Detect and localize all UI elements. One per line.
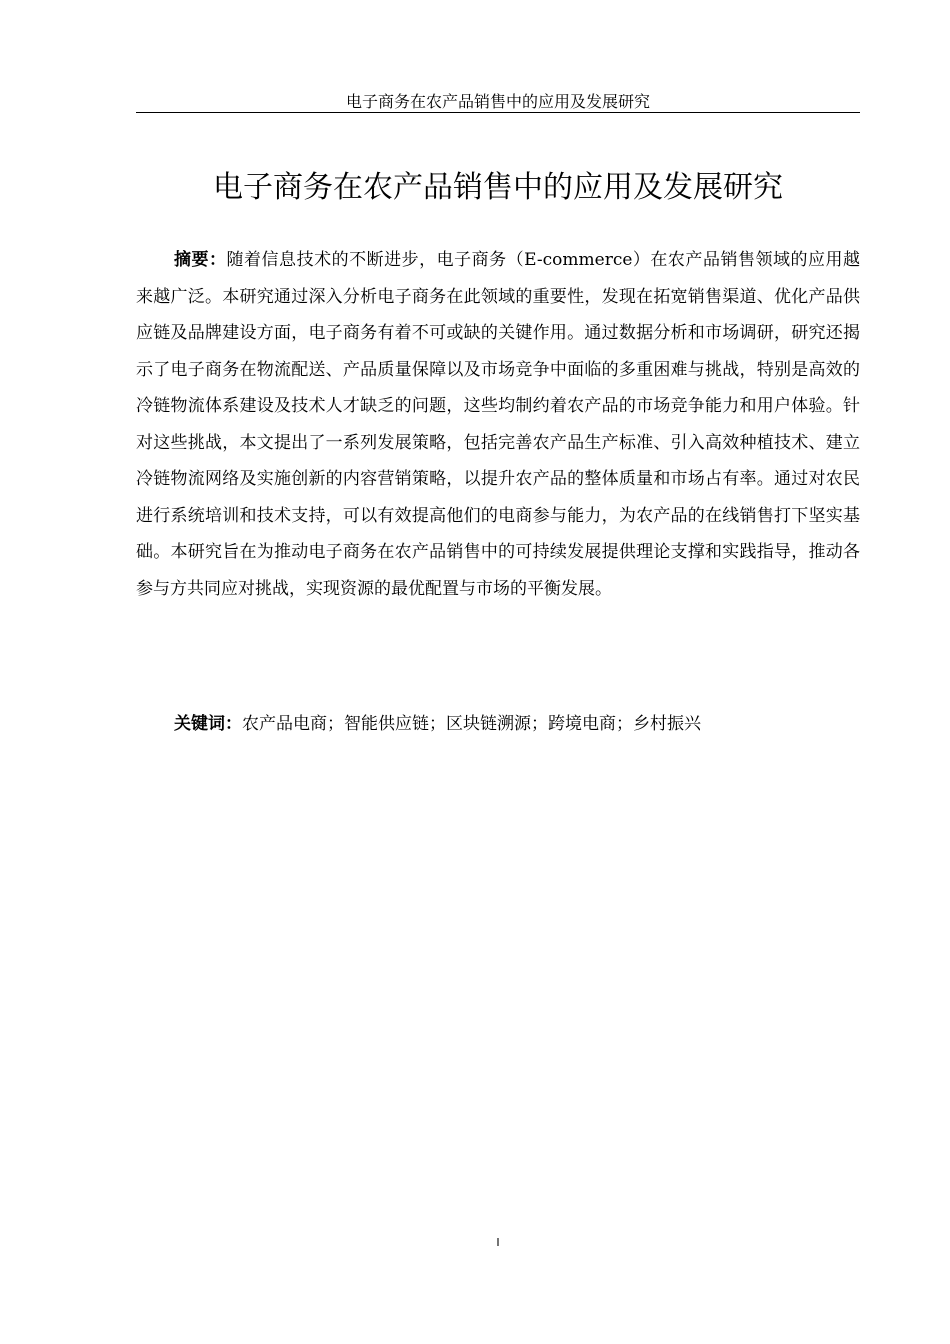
page-number: I [496, 1236, 500, 1249]
abstract-label: 摘要： [174, 250, 227, 270]
keywords-paragraph [136, 706, 860, 742]
abstract-paragraph [136, 242, 860, 607]
keywords-text: 农产品电商；智能供应链；区块链溯源；跨境电商；乡村振兴 [242, 714, 701, 734]
header-divider [136, 112, 860, 113]
keywords-label: 关键词： [174, 714, 242, 734]
document-title: 电子商务在农产品销售中的应用及发展研究 [213, 170, 783, 205]
abstract-text: 随着信息技术的不断进步，电子商务（E-commerce）在农产品销售领域的应用越来越广泛。本研究通过深入分析电子商务在此领域的重要性，发现在拓宽销售渠道、优化产品供应链及品牌建设方面，电子商务有着不可或缺的关键作用。通过数据分析和市场调研，研究还揭示了电子商务在物流配送、产品质量保障以及市场竞争中面临的多重困难与挑战，特别是高效的冷链物流体系建设及技术人才缺乏的问题，这些均制约着农产品的市场竞争能力和用户体验。针对这些挑战，本文提出了一系列发展策略，包括完善农产品生产标准、引入高效种植技术、建立冷链物流网络及实施创新的内容营销策略，以提升农产品的整体质量和市场占有率。通过对农民进行系统培训和技术支持，可以有效提高他们的电商参与能力，为农产品的在线销售打下坚实基础。本研究旨在为推动电子商务在农产品销售中的可持续发展提供理论支撑和实践指导，推动各参与方共同应对挑战，实现资源的最优配置与市场的平衡发展。 [136, 250, 861, 599]
running-header: 电子商务在农产品销售中的应用及发展研究 [345, 92, 650, 111]
